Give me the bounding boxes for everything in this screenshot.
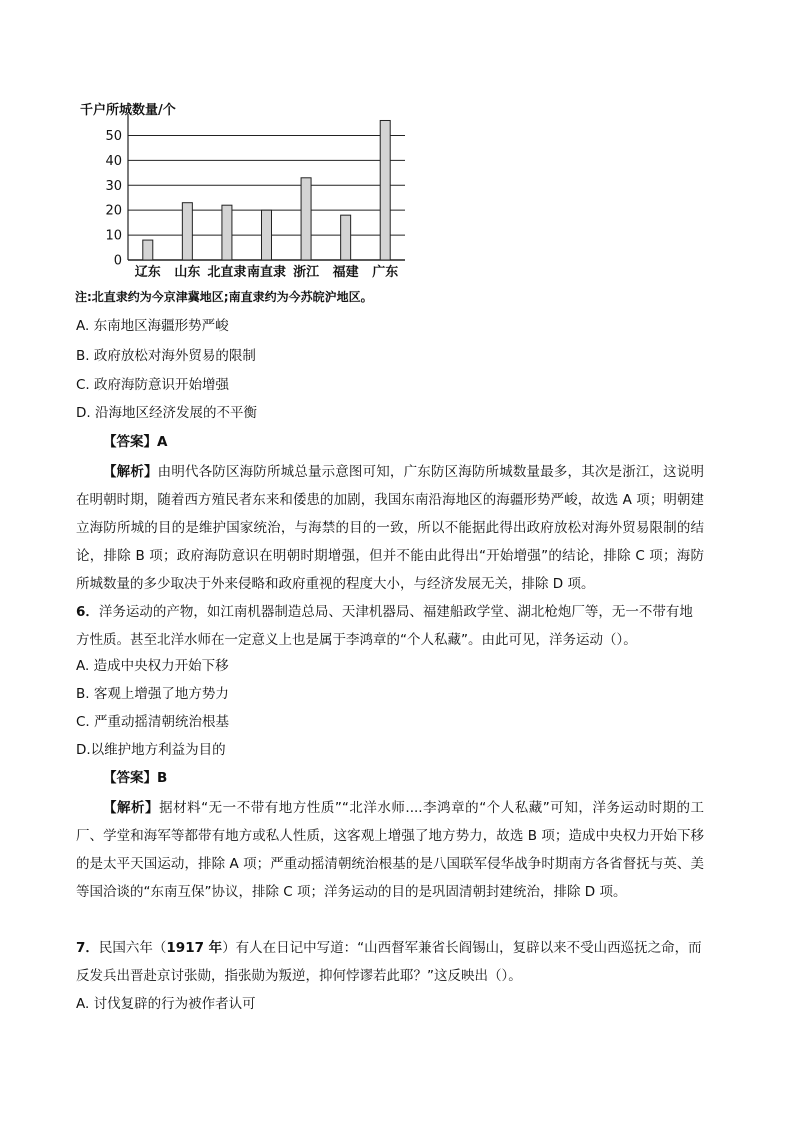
answer-label: 【答案】 bbox=[103, 434, 157, 450]
y-tick-label: 10 bbox=[105, 228, 122, 244]
bar-福建 bbox=[341, 215, 351, 260]
question-number: 7． bbox=[76, 940, 99, 956]
q7-stem bbox=[76, 934, 704, 990]
q5-option-d: D. 沿海地区经济发展的不平衡 bbox=[76, 405, 257, 421]
y-tick-label: 0 bbox=[113, 253, 122, 269]
question-stem-b: ）有人在日记中写道：“山西督军兼省长阎锡山，复辟以来不受山西巡抚之命，而反发兵出晋赴京讨张勋，指张勋为叛逆，抑何悖谬若此耶？”这反映出（）。 bbox=[76, 940, 702, 984]
question-stem: 洋务运动的产物，如江南机器制造总局、天津机器局、福建船政学堂、湖北枪炮厂等，无一不带有地方性质。甚至北洋水师在一定意义上也是属于李鸿章的“个人私藏”。由此可见，洋务运动（）。 bbox=[76, 604, 693, 648]
answer-value: A bbox=[157, 434, 168, 450]
analysis-label: 【解析】 bbox=[103, 800, 160, 816]
x-tick-label: 辽东 bbox=[134, 265, 161, 280]
q5-option-a: A. 东南地区海疆形势严峻 bbox=[76, 318, 229, 334]
analysis-text: 据材料“无一不带有地方性质”“北洋水师....李鸿章的“个人私藏”可知，洋务运动时期的工厂、学堂和海军等都带有地方或私人性质，这客观上增强了地方势力，故选 B 项；造成中央权力开始下移的是太平天国运动，排除 A 项；严重动摇清朝统治根基的是八国联军侵华战争时期南方各省督抚与英、美等国洽谈的“东南互保”协议，排除 C 项；洋务运动的目的是巩固清朝封建统治，排除 D 项。 bbox=[76, 800, 705, 900]
q6-option-d: D.以维护地方利益为目的 bbox=[76, 742, 226, 758]
x-tick-label: 北直隶 bbox=[207, 265, 247, 280]
q6-answer bbox=[103, 768, 167, 788]
analysis-text: 由明代各防区海防所城总量示意图可知，广东防区海防所城数量最多，其次是浙江，这说明在明朝时期，随着西方殖民者东来和倭患的加剧，我国东南沿海地区的海疆形势严峻，故选 A 项；明朝建立海防所城的目的是维护国家统治，与海禁的目的一致，所以不能据此得出政府放松对海外贸易限制的结论，排除 B 项；政府海防意识在明朝时期增强，但并不能由此得出“开始增强”的结论，排除 C 项；海防所城数量的多少取决于外来侵略和政府重视的程度大小，与经济发展无关，排除 D 项。 bbox=[76, 464, 705, 592]
q5-option-c: C. 政府海防意识开始增强 bbox=[76, 377, 230, 393]
x-tick-label: 广东 bbox=[372, 265, 399, 280]
y-axis-label: 千户所城数量/个 bbox=[80, 103, 176, 118]
chart-note: 注:北直隶约为今京津冀地区;南直隶约为今苏皖沪地区。 bbox=[75, 290, 373, 304]
answer-label: 【答案】 bbox=[103, 770, 157, 786]
question-stem-a: 民国六年（ bbox=[98, 940, 167, 956]
x-tick-label: 浙江 bbox=[293, 265, 320, 280]
bar-南直隶 bbox=[262, 210, 272, 260]
q5-answer bbox=[103, 432, 167, 452]
x-tick-label: 福建 bbox=[332, 265, 359, 280]
q6-option-c: C. 严重动摇清朝统治根基 bbox=[76, 714, 230, 730]
q5-analysis bbox=[76, 458, 704, 598]
x-tick-label: 南直隶 bbox=[246, 265, 287, 280]
q6-analysis bbox=[76, 794, 704, 906]
question-number: 6． bbox=[76, 604, 99, 620]
question-year: 1917 年 bbox=[166, 940, 223, 956]
q6-option-a: A. 造成中央权力开始下移 bbox=[76, 658, 229, 674]
y-tick-label: 40 bbox=[105, 153, 122, 169]
q7-option-a: A. 讨伐复辟的行为被作者认可 bbox=[76, 996, 256, 1012]
q6-stem bbox=[76, 598, 704, 654]
bar-chart bbox=[70, 96, 460, 311]
q5-option-b: B. 政府放松对海外贸易的限制 bbox=[76, 348, 256, 364]
bar-浙江 bbox=[301, 178, 311, 260]
y-tick-label: 30 bbox=[105, 178, 122, 194]
x-tick-label: 山东 bbox=[174, 265, 201, 280]
y-tick-label: 50 bbox=[105, 128, 122, 144]
bar-北直隶 bbox=[222, 205, 232, 260]
y-tick-label: 20 bbox=[105, 203, 122, 219]
bar-辽东 bbox=[143, 240, 153, 260]
q6-option-b: B. 客观上增强了地方势力 bbox=[76, 686, 229, 702]
bar-山东 bbox=[182, 203, 192, 260]
answer-value: B bbox=[157, 770, 168, 786]
analysis-label: 【解析】 bbox=[103, 464, 158, 480]
bar-广东 bbox=[380, 120, 390, 260]
